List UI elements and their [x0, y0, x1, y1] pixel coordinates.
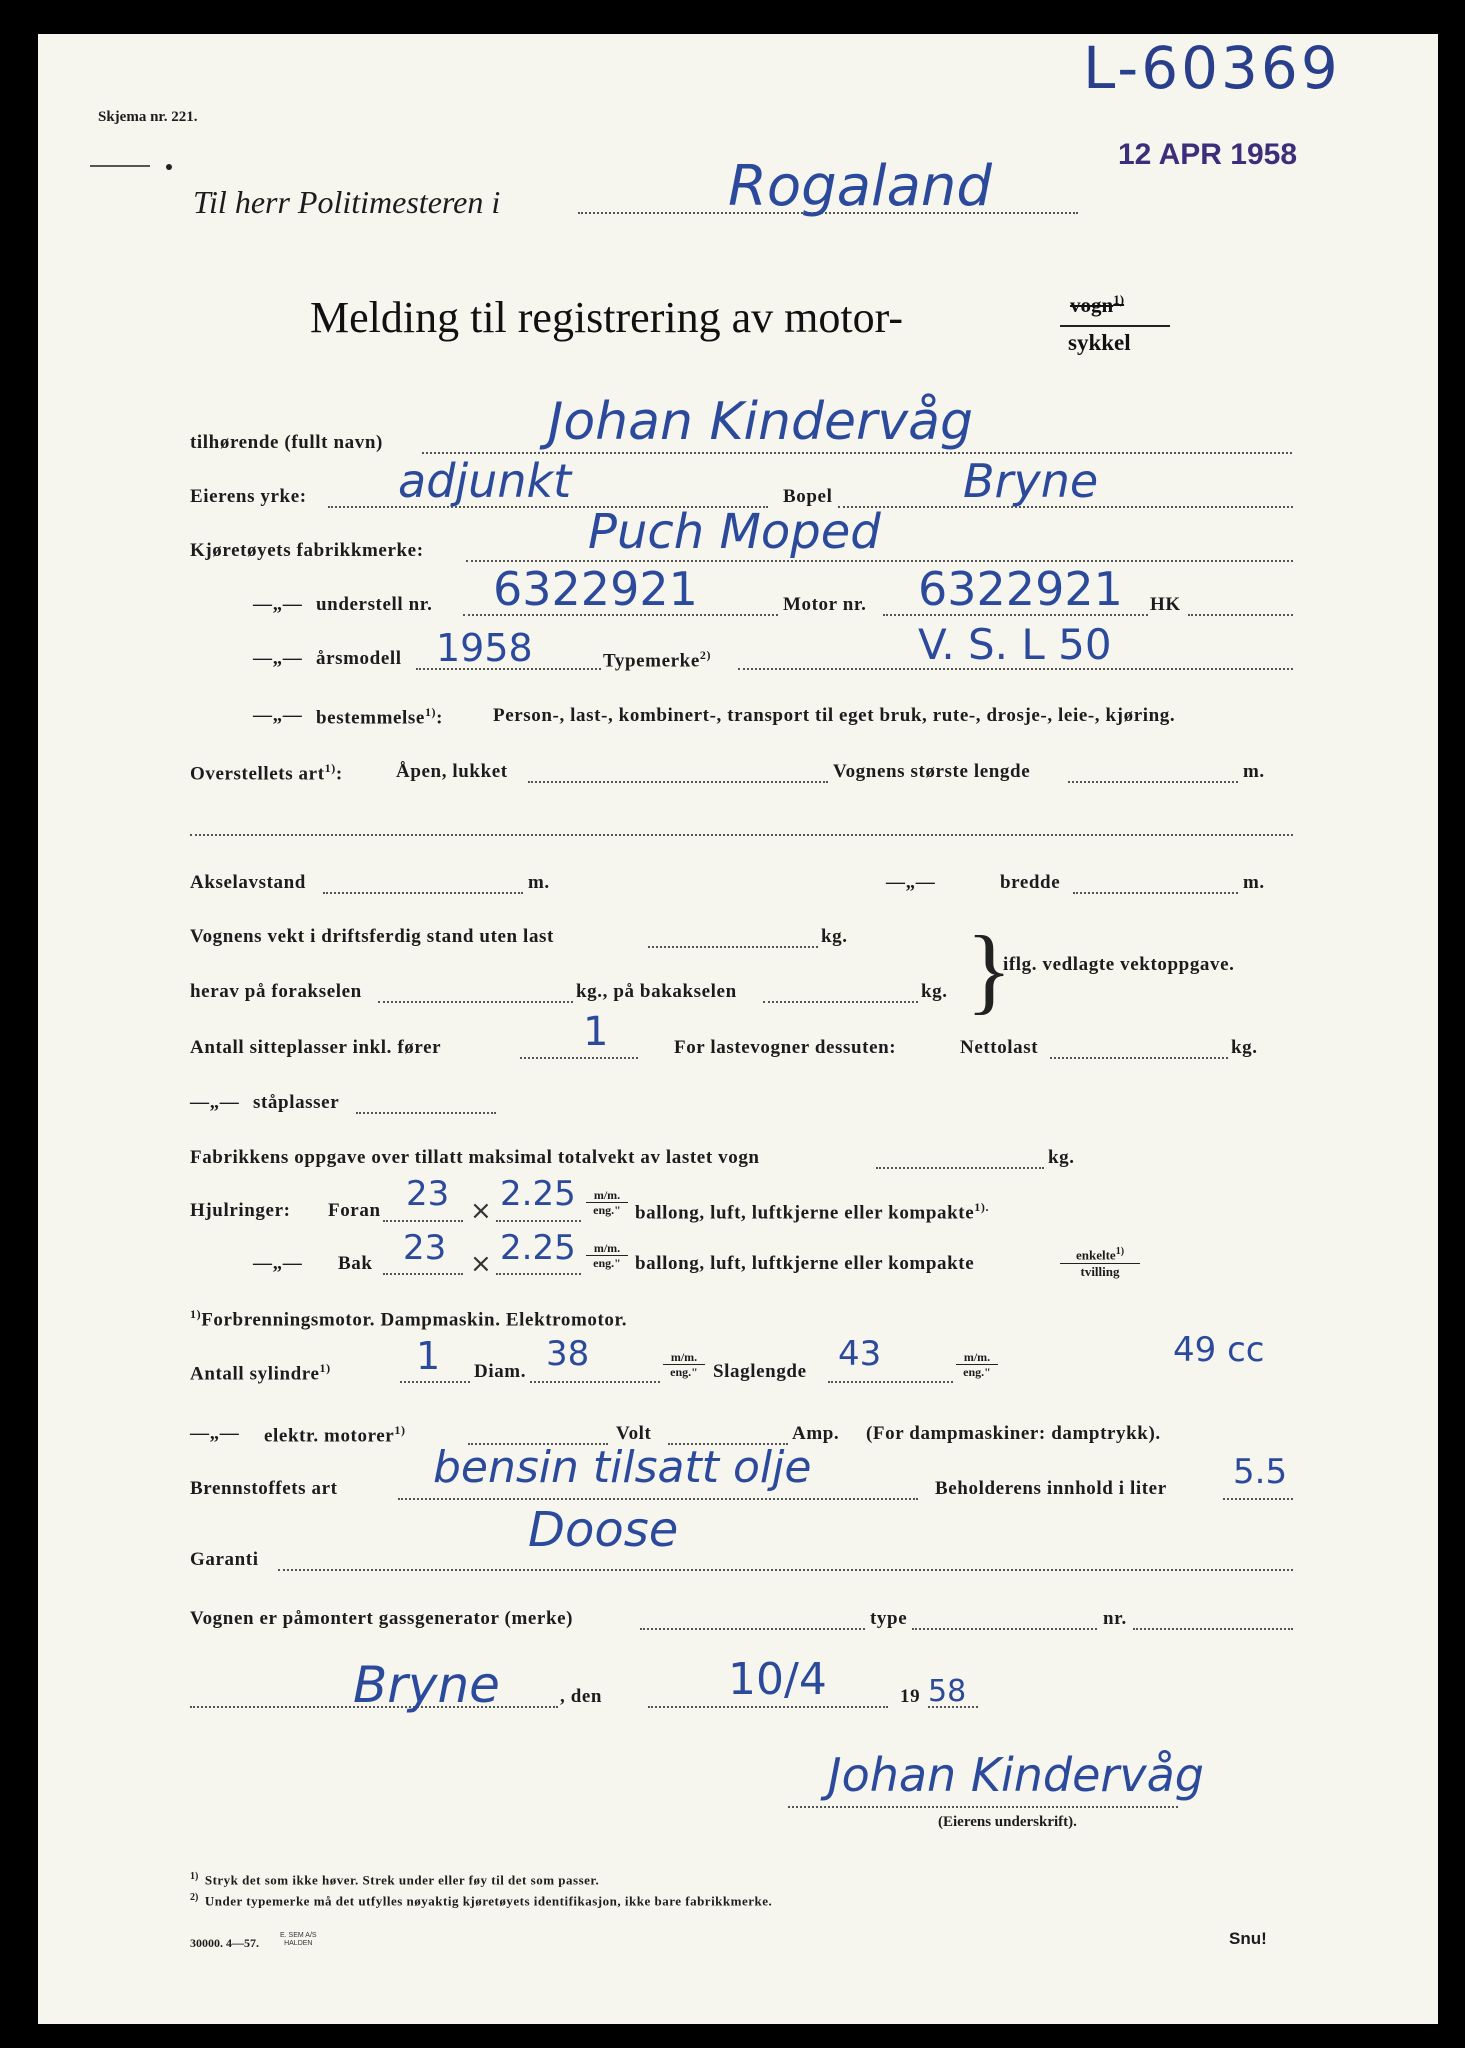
gas-type-label: type: [870, 1608, 908, 1629]
cargo-label: For lastevogner dessuten:: [674, 1037, 897, 1058]
hk-label: HK: [1150, 594, 1181, 615]
tank-value: 5.5: [1233, 1452, 1288, 1492]
times-sign: ×: [470, 1249, 492, 1279]
tyres-front-a-value: 23: [406, 1174, 450, 1214]
chassis-value: 6322921: [493, 562, 698, 616]
weight-label: Vognens vekt i driftsferdig stand uten last: [190, 926, 554, 947]
title-option-sykkel: sykkel: [1068, 330, 1131, 355]
electric-label: elektr. motorer$^{1)}$: [264, 1423, 406, 1447]
guarantee-value: Doose: [528, 1502, 679, 1558]
displacement-value: 49 cc: [1173, 1330, 1265, 1370]
width-line: [1073, 892, 1238, 894]
make-label: Kjøretøyets fabrikkmerke:: [190, 540, 424, 561]
footnote-1: $^{1)}$ Stryk det som ikke høver. Strek under eller føy til det som passer.: [190, 1871, 600, 1888]
guarantee-line: [278, 1569, 1293, 1571]
gas-generator-line: [640, 1628, 865, 1630]
top-dot: [166, 164, 172, 170]
length-unit: m.: [1243, 761, 1265, 782]
single-twin-fraction: enkelte$^{1)}$ tvilling: [1060, 1244, 1140, 1280]
owner-label: tilhørende (fullt navn): [190, 432, 383, 453]
guarantee-label: Garanti: [190, 1549, 259, 1570]
standing-line: [356, 1112, 496, 1114]
dash-mark: —„—: [253, 594, 303, 615]
tyres-front-label: Foran: [328, 1200, 381, 1221]
tyres-front-a-line: [383, 1220, 463, 1222]
type-value: V. S. L 50: [918, 620, 1112, 669]
width-unit: m.: [1243, 872, 1265, 893]
axle-unit: m.: [528, 872, 550, 893]
tyres-rear-a-value: 23: [403, 1228, 447, 1268]
tyres-front-b-line: [496, 1220, 581, 1222]
signature-line: [788, 1806, 1178, 1808]
occupation-label: Eierens yrke:: [190, 486, 307, 507]
owner-signature: Johan Kindervåg: [828, 1748, 1204, 1802]
tyres-front-kind: ballong, luft, luftkjerne eller kompakte$^{1).}$: [635, 1200, 990, 1224]
rear-axle-unit: kg.: [921, 981, 948, 1002]
year-value: 1958: [436, 626, 533, 670]
max-weight-unit: kg.: [1048, 1147, 1075, 1168]
place-value: Bryne: [353, 1656, 500, 1714]
form-title: Melding til registrering av motor-: [310, 293, 903, 342]
cylinders-line: [400, 1381, 470, 1383]
title-option-vogn: vogn$^{1)}$: [1070, 292, 1125, 317]
tyres-rear-a-line: [383, 1273, 463, 1275]
turn-over-label: Snu!: [1229, 1929, 1267, 1948]
dash-mark: —„—: [253, 705, 303, 726]
net-load-label: Nettolast: [960, 1037, 1039, 1058]
diam-value: 38: [546, 1334, 590, 1374]
body-options: Åpen, lukket: [396, 761, 508, 782]
diam-label: Diam.: [474, 1361, 527, 1382]
motor-label: Motor nr.: [783, 594, 867, 615]
motor-value: 6322921: [918, 562, 1123, 616]
axle-label: Akselavstand: [190, 872, 306, 893]
dash-mark: —„—: [886, 872, 936, 893]
addressee-label: Til herr Politimesteren i: [193, 184, 501, 220]
diam-line: [530, 1381, 660, 1383]
signature-label: (Eierens underskrift).: [938, 1814, 1077, 1830]
fuel-label: Brennstoffets art: [190, 1478, 338, 1499]
weight-unit: kg.: [821, 926, 848, 947]
weight-brace: }: [966, 916, 1013, 1023]
front-axle-label: herav på forakselen: [190, 981, 362, 1002]
cylinders-label: Antall sylindre$^{1)}$: [190, 1361, 331, 1385]
seats-line: [520, 1057, 638, 1059]
year-suffix-value: 58: [928, 1674, 967, 1709]
purpose-label: bestemmelse$^{1)}$:: [316, 705, 444, 729]
date-den-label: , den: [560, 1686, 603, 1707]
max-weight-label: Fabrikkens oppgave over tillatt maksimal totalvekt av lastet vogn: [190, 1147, 760, 1168]
purpose-options: Person-, last-, kombinert-, transport til eget bruk, rute-, drosje-, leie-, kjøring.: [493, 705, 1176, 726]
form-page: [38, 34, 1438, 2024]
rear-axle-label: kg., på bakakselen: [576, 981, 737, 1002]
body-label: Overstellets art$^{1)}$:: [190, 761, 343, 785]
residence-label: Bopel: [783, 486, 833, 507]
extra-line: [190, 834, 1293, 836]
footnote-2: $^{2)}$ Under typemerke må det utfylles nøyaktig kjøretøyets identifikasjon, ikke bare fabrikkmerke.: [190, 1892, 773, 1909]
gas-generator-label: Vognen er påmontert gassgenerator (merke): [190, 1608, 574, 1629]
make-value: Puch Moped: [588, 504, 881, 560]
dash-mark: —„—: [253, 648, 303, 669]
schema-number: Skjema nr. 221.: [98, 109, 198, 125]
tyres-rear-kind: ballong, luft, luftkjerne eller kompakte: [635, 1253, 975, 1274]
date-value: 10/4: [728, 1654, 827, 1705]
width-label: bredde: [1000, 872, 1061, 893]
type-label: Typemerke$^{2)}$: [603, 648, 712, 672]
year-prefix: 19: [900, 1686, 921, 1707]
max-weight-line: [876, 1167, 1044, 1169]
length-label: Vognens største lengde: [833, 761, 1031, 782]
tyres-rear-b-line: [496, 1273, 581, 1275]
archive-number: L-60369: [1083, 34, 1341, 102]
axle-line: [323, 892, 523, 894]
amp-label: Amp.: [792, 1423, 840, 1444]
unit-fraction: m/m. eng.": [663, 1350, 705, 1379]
tyres-front-b-value: 2.25: [500, 1174, 576, 1214]
hk-line: [1188, 614, 1293, 616]
front-axle-line: [378, 1001, 573, 1003]
seats-label: Antall sitteplasser inkl. fører: [190, 1037, 442, 1058]
tank-label: Beholderens innhold i liter: [935, 1478, 1167, 1499]
times-sign: ×: [470, 1196, 492, 1226]
weight-line: [648, 946, 818, 948]
received-date-stamp: 12 APR 1958: [1118, 138, 1298, 171]
dash-mark: —„—: [253, 1253, 303, 1274]
length-line: [1068, 781, 1238, 783]
date-line: [648, 1706, 888, 1708]
net-load-line: [1050, 1057, 1228, 1059]
fuel-value: bensin tilsatt olje: [433, 1442, 812, 1493]
gas-nr-line: [1133, 1628, 1293, 1630]
year-label: årsmodell: [316, 648, 402, 669]
tyres-label: Hjulringer:: [190, 1200, 291, 1221]
tyres-rear-b-value: 2.25: [500, 1228, 576, 1268]
dash-mark: —„—: [190, 1092, 240, 1113]
gas-nr-label: nr.: [1103, 1608, 1127, 1629]
gas-type-line: [912, 1628, 1097, 1630]
title-fraction-bar: [1060, 325, 1170, 327]
seats-value: 1: [583, 1009, 609, 1055]
district-value: Rogaland: [728, 154, 992, 219]
occupation-value: adjunkt: [398, 454, 572, 508]
cylinders-value: 1: [416, 1334, 441, 1378]
chassis-label: understell nr.: [316, 594, 433, 615]
weight-note: iflg. vedlagte vektoppgave.: [1003, 954, 1235, 975]
printer-mark: E. SEM A/S HALDEN: [280, 1932, 317, 1947]
residence-value: Bryne: [963, 454, 1099, 508]
owner-value: Johan Kindervåg: [548, 392, 973, 452]
engine-kind: $^{1)}$Forbrenningsmotor. Dampmaskin. Elektromotor.: [190, 1307, 628, 1331]
unit-fraction: m/m. eng.": [586, 1188, 628, 1217]
standing-label: ståplasser: [253, 1092, 340, 1113]
stroke-line: [828, 1381, 953, 1383]
steam-note: (For dampmaskiner: damptrykk).: [866, 1423, 1161, 1444]
net-load-unit: kg.: [1231, 1037, 1258, 1058]
stroke-value: 43: [838, 1334, 882, 1374]
unit-fraction: m/m. eng.": [586, 1241, 628, 1270]
stroke-label: Slaglengde: [713, 1361, 807, 1382]
dash-mark: —„—: [190, 1423, 240, 1444]
rear-axle-line: [763, 1001, 918, 1003]
fuel-line: [398, 1498, 918, 1500]
volt-label: Volt: [616, 1423, 652, 1444]
body-line: [528, 781, 828, 783]
print-code: 30000. 4—57.: [190, 1936, 259, 1950]
top-mark: [90, 165, 150, 167]
unit-fraction: m/m. eng.": [956, 1350, 998, 1379]
tank-line: [1223, 1498, 1293, 1500]
tyres-rear-label: Bak: [338, 1253, 373, 1274]
